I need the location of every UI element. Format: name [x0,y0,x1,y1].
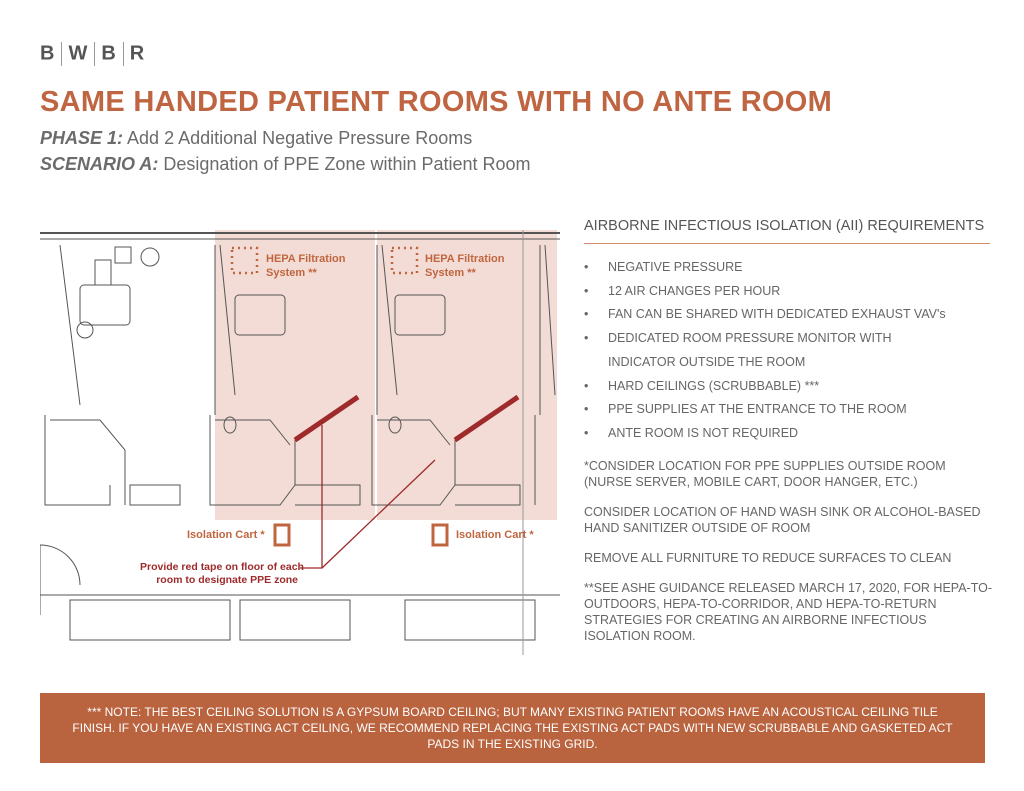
isolation-cart-markers [275,525,447,545]
list-item-text: DEDICATED ROOM PRESSURE MONITOR WITH [608,331,892,346]
note-ppe-supplies: *CONSIDER LOCATION FOR PPE SUPPLIES OUTSIDE ROOM (NURSE SERVER, MOBILE CART, DOOR HANGER, ETC.) [584,458,946,489]
floor-plan [40,215,560,655]
tape-note-line: room to designate PPE zone [156,574,298,586]
bullet-icon: • [584,307,589,322]
note-hand-wash: CONSIDER LOCATION OF HAND WASH SINK OR ALCOHOL-BASED HAND SANITIZER OUTSIDE OF ROOM [584,504,981,535]
logo-letter: B [40,42,56,65]
bullet-icon: • [584,283,589,298]
hepa-label-2 [425,252,504,280]
bullet-icon: • [584,402,589,417]
isolation-cart-label-2: Isolation Cart * [456,529,534,541]
list-item-text: NEGATIVE PRESSURE [608,260,743,274]
scenario-subtitle [40,154,531,175]
scenario-label: SCENARIO A: [40,154,159,174]
list-item [584,303,994,327]
requirements-heading: AIRBORNE INFECTIOUS ISOLATION (AII) REQUIREMENTS [584,218,990,244]
note-ashe-guidance: **SEE ASHE GUIDANCE RELEASED MARCH 17, 2020, FOR HEPA-TO-OUTDOORS, HEPA-TO-CORRIDOR, AND HEPA-TO-RETURN STRATEGIES FOR CREATING AN AIRBORNE INFECTIOUS ISOLATION ROOM. [584,580,992,643]
logo-letter: R [129,42,146,65]
bullet-icon: • [584,331,589,346]
hepa-label-line: System ** [266,267,317,279]
page-title: SAME HANDED PATIENT ROOMS WITH NO ANTE ROOM [40,86,833,118]
requirements-list [584,256,994,446]
phase-label: PHASE 1: [40,128,124,148]
tape-note-line: Provide red tape on floor of each [140,561,304,573]
list-item [584,256,994,280]
note-furniture: REMOVE ALL FURNITURE TO REDUCE SURFACES TO CLEAN [584,550,952,565]
hepa-label-line: System ** [425,267,476,279]
bullet-icon: • [584,378,589,393]
phase-subtitle [40,128,472,149]
list-item [584,280,994,304]
ceiling-note-banner [40,693,985,763]
ceiling-note-text: *** NOTE: THE BEST CEILING SOLUTION IS A GYPSUM BOARD CEILING; BUT MANY EXISTING PATIENT ROOMS HAVE AN ACOUSTICAL CEILING TILE FINISH. IF YOU HAVE AN EXISTING ACT CEILING, WE RECOMMEND REPLACING THE EXISTING ACT PADS WITH NEW SCRUBBABLE AND GASKETED ACT PADS IN THE EXISTING GRID. [72,705,953,751]
list-item-text: ANTE ROOM IS NOT REQUIRED [608,425,799,440]
isolation-cart-label-1: Isolation Cart * [187,529,265,541]
list-item [584,327,994,374]
list-item-text: 12 AIR CHANGES PER HOUR [608,283,781,298]
hepa-label-line: HEPA Filtration [425,253,505,265]
list-item-text: PPE SUPPLIES AT THE ENTRANCE TO THE ROOM [608,402,907,417]
list-item-text: FAN CAN BE SHARED WITH DEDICATED EXHAUST VAV's [608,307,946,322]
bullet-icon: • [584,260,589,274]
list-item [584,375,994,399]
list-item [584,422,994,446]
scenario-text: Designation of PPE Zone within Patient Room [158,154,531,174]
logo [40,42,145,66]
phase-text: Add 2 Additional Negative Pressure Rooms [123,128,473,148]
requirements-panel [584,218,994,644]
red-tape-note [140,561,304,587]
hepa-label-1 [266,252,345,280]
list-item-text: INDICATOR OUTSIDE THE ROOM [608,354,806,369]
bullet-icon: • [584,425,589,440]
hepa-label-line: HEPA Filtration [266,253,346,265]
logo-letter: W [68,42,89,65]
list-item [584,398,994,422]
logo-letter: B [101,42,117,65]
list-item-text: HARD CEILINGS (SCRUBBABLE) *** [608,378,820,393]
